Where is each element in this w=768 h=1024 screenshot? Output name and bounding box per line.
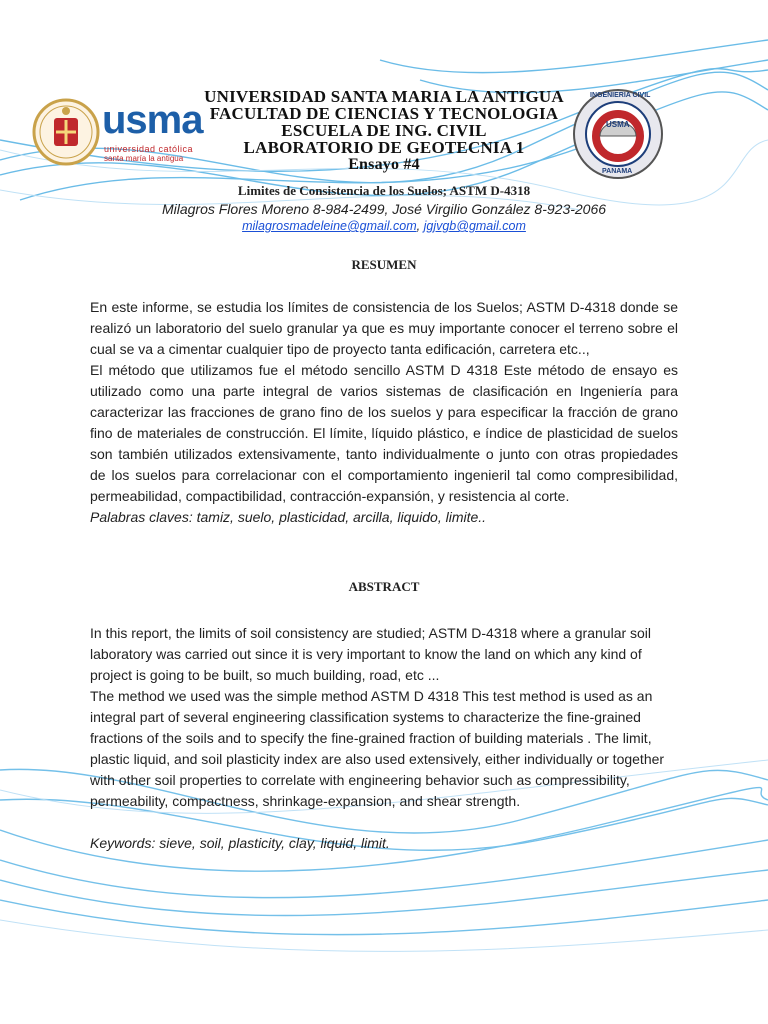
abstract-paragraph-1: In this report, the limits of soil consistency are studied; ASTM D-4318 where a granular soil laboratory was carried out since it is very important to know the land on which any kind of project is going to be built, so much building, road, etc ... [90, 625, 652, 683]
abstract-heading: ABSTRACT [348, 579, 420, 594]
usma-brand: usma [102, 98, 203, 142]
resumen-paragraph-1: En este informe, se estudia los límites de consistencia de los Suelos; ASTM D-4318 donde se realizó un laboratorio del suelo granular ya que es muy importante conocer el terreno sobre el cual se va a cimentar cualquier tipo de proyecto tanta edificación, carretera etc.., [90, 299, 678, 357]
logo-right-bottom-text: PANAMA [602, 168, 633, 175]
usma-tagline-2: santa maría la antigua [104, 154, 184, 163]
emails-line [0, 219, 768, 233]
usma-tagline-1: universidad católica [104, 144, 194, 154]
logo-right-top-text: INGENIERIA CIVIL [590, 92, 651, 99]
school-name: ESCUELA DE ING. CIVIL [281, 121, 487, 140]
document-header [150, 88, 618, 173]
resumen-paragraph-2: El método que utilizamos fue el método sencillo ASTM D 4318 Este método de ensayo es utilizado como una parte integral de varios sistemas de clasificación en Ingeniería para caracterizar las fracciones de grano fino de los suelos y para especificar la fracción de grano fino de materiales de construcción. El límite, líquido plástico, e índice de plasticidad de suelos son también utilizados extensivamente, tanto individualmente o junto con otras propiedades de los suelos para correlacionar con el comportamiento ingenieril tal como compresibilidad, permeabilidad, compactibilidad, contracción-expansión, y resistencia al corte. [90, 362, 678, 504]
email-link-1[interactable]: milagrosmadeleine@gmail.com [242, 219, 417, 233]
resumen-heading: RESUMEN [351, 257, 417, 272]
authors-line: Milagros Flores Moreno 8-984-2499, José Virgilio González 8-923-2066 [161, 201, 607, 217]
logo-right-badge: USMA [606, 120, 630, 129]
lab-name: LABORATORIO DE GEOTECNIA 1 [243, 138, 525, 157]
university-name: UNIVERSIDAD SANTA MARIA LA ANTIGUA [204, 87, 564, 106]
email-separator: , [416, 219, 424, 233]
essay-number: Ensayo #4 [348, 156, 420, 173]
abstract-paragraph-2: The method we used was the simple method ASTM D 4318 This test method is used as an integral part of several engineering classification systems to characterize the fine-grained fractions of the soils and to specify the fine-grained fraction of building materials . The limit, plastic liquid, and soil plasticity index are also used extensively, either individually or together with other soil properties to correlate with engineering behavior such as compressibility, permeability, compactness, shrinkage-expansion, and shear strength. [90, 688, 665, 809]
faculty-name: FACULTAD DE CIENCIAS Y TECNOLOGIA [209, 104, 559, 123]
abstract-keywords: Keywords: sieve, soil, plasticity, clay, liquid, limit. [90, 835, 390, 851]
resumen-section [90, 297, 678, 528]
email-link-2[interactable]: jgjvgb@gmail.com [423, 219, 526, 233]
abstract-section [90, 623, 678, 854]
document-subtitle: Limites de Consistencia de los Suelos; ASTM D-4318 [237, 183, 531, 198]
resumen-keywords: Palabras claves: tamiz, suelo, plasticidad, arcilla, liquido, limite.. [90, 509, 487, 525]
